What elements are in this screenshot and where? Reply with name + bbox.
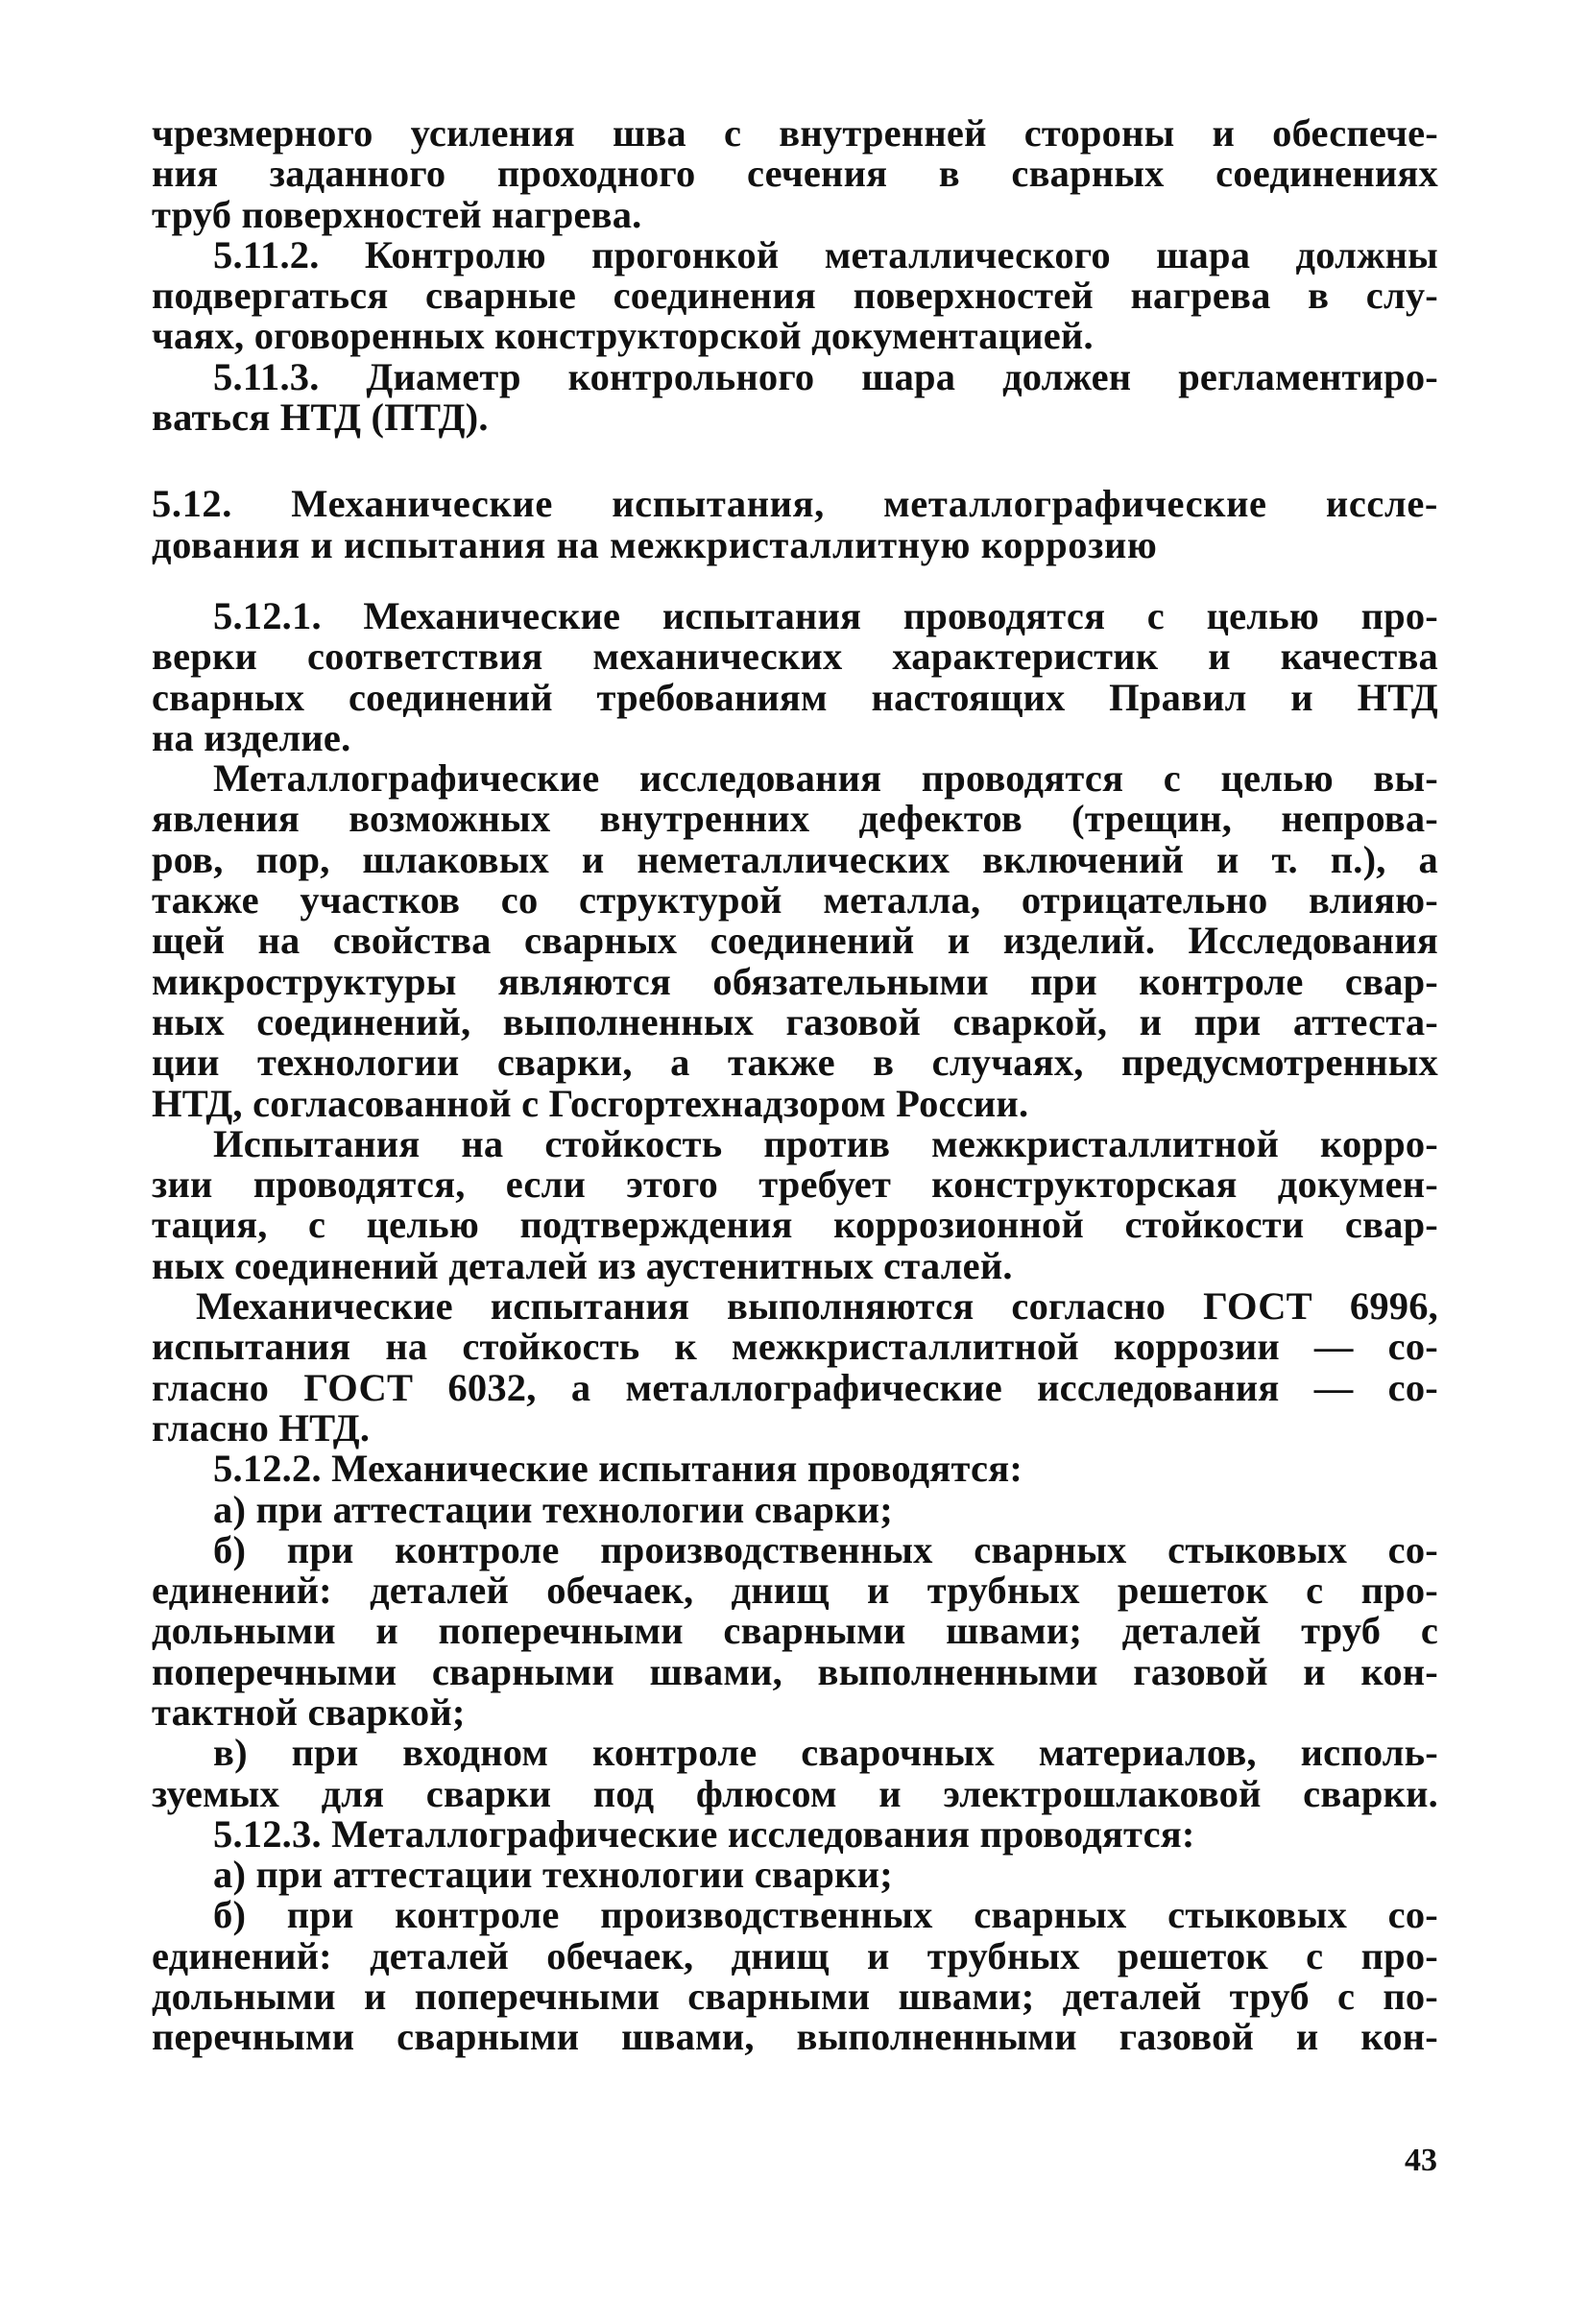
text-line: испытания на стойкость к межкристаллитной коррозии — со- <box>152 1325 1438 1369</box>
text-line: чаях, оговоренных конструкторской документацией. <box>152 314 1094 358</box>
text-line: зуемых для сварки под флюсом и электрошлаковой сварки. <box>152 1771 1438 1815</box>
text-line: ных соединений, выполненных газовой сваркой, и при аттеста- <box>152 999 1438 1043</box>
heading-line: дования и испытания на межкристаллитную коррозию <box>152 522 1158 566</box>
text-line: гласно ГОСТ 6032, а металлографические исследования — со- <box>152 1365 1438 1409</box>
text-line: щей на свойства сварных соединений и изделий. Исследования <box>152 919 1438 963</box>
text-line: 5.11.3. Диаметр контрольного шара должен регламентиро- <box>213 354 1438 398</box>
paragraph-gost <box>152 1286 1438 1449</box>
text-line: микроструктуры являются обязательными при контроле свар- <box>152 959 1438 1003</box>
text-line: Испытания на стойкость против межкристаллитной корро- <box>213 1121 1438 1165</box>
text-line: 5.12.1. Механические испытания проводятся с целью про- <box>213 593 1438 637</box>
paragraph-metallography <box>152 758 1438 1124</box>
text-line: верки соответствия механических характеристик и качества <box>152 635 1438 679</box>
paragraph-5-11-2 <box>152 232 1438 358</box>
text-line: в) при входном контроле сварочных материалов, исполь- <box>213 1731 1438 1775</box>
text-line: дольными и поперечными сварными швами; деталей труб с по- <box>152 1975 1438 2019</box>
text-line: а) при аттестации технологии сварки; <box>213 1853 893 1897</box>
text-line: ции технологии сварки, а также в случаях, предусмотренных <box>152 1041 1438 1085</box>
section-heading-5-12 <box>152 484 1438 565</box>
text-line: поперечными сварными швами, выполненными газовой и кон- <box>152 1649 1438 1693</box>
text-line: ваться НТД (ПТД). <box>152 395 489 440</box>
text-line: тация, с целью подтверждения коррозионной стойкости свар- <box>152 1203 1438 1247</box>
text-line: 5.11.2. Контролю прогонкой металлического шара должны <box>213 232 1438 276</box>
text-line: гласно НТД. <box>152 1405 371 1450</box>
text-line: дольными и поперечными сварными швами; деталей труб с <box>152 1609 1438 1653</box>
text-line: б) при контроле производственных сварных стыковых со- <box>213 1893 1438 1937</box>
text-line: 5.12.3. Металлографические исследования проводятся: <box>213 1811 1195 1856</box>
text-line: 5.12.2. Механические испытания проводятся: <box>213 1447 1023 1491</box>
text-line: перечными сварными швами, выполненными газовой и кон- <box>152 2015 1438 2059</box>
text-line: ров, пор, шлаковых и неметаллических включений и т. п.), а <box>152 837 1438 881</box>
text-line: Механические испытания выполняются согласно ГОСТ 6996, <box>196 1284 1438 1329</box>
text-line: ния заданного проходного сечения в сварных соединениях <box>152 152 1438 196</box>
text-line: Металлографические исследования проводятся с целью вы- <box>213 756 1438 801</box>
text-line: тактной сваркой; <box>152 1689 466 1734</box>
text-line: а) при аттестации технологии сварки; <box>213 1487 893 1531</box>
paragraph-5-11-3 <box>152 354 1438 440</box>
text-line: ных соединений деталей из аустенитных сталей. <box>152 1243 1013 1287</box>
text-line: на изделие. <box>152 715 351 759</box>
text-line: зии проводятся, если этого требует конструкторская докумен- <box>152 1162 1438 1207</box>
paragraph-corrosion <box>152 1121 1438 1287</box>
text-line: также участков со структурой металла, отрицательно влияю- <box>152 878 1438 922</box>
text-line: явления возможных внутренних дефектов (трещин, непрова- <box>152 797 1438 841</box>
text-line: НТД, согласованной с Госгортехнадзором России. <box>152 1081 1029 1125</box>
paragraph-continuation <box>152 113 1438 235</box>
list-item-a-1 <box>152 1487 1438 1531</box>
heading-line: 5.12. Механические испытания, металлографические иссле- <box>152 482 1438 526</box>
paragraph-5-12-1 <box>152 593 1438 759</box>
text-line: подвергаться сварные соединения поверхностей нагрева в слу- <box>152 274 1438 318</box>
page-content <box>152 113 1438 2058</box>
text-line: единений: деталей обечаек, днищ и трубных решеток с про- <box>152 1933 1438 1977</box>
text-line: труб поверхностей нагрева. <box>152 192 642 236</box>
page-number: 43 <box>1405 2143 1437 2178</box>
list-item-b-2 <box>152 1895 1438 2057</box>
paragraph-5-12-3 <box>152 1811 1438 1856</box>
text-line: чрезмерного усиления шва с внутренней стороны и обеспече- <box>152 111 1438 155</box>
paragraph-5-12-2 <box>152 1449 1438 1489</box>
text-line: единений: деталей обечаек, днищ и трубных решеток с про- <box>152 1569 1438 1613</box>
list-item-b-1 <box>152 1527 1438 1734</box>
list-item-a-2 <box>152 1855 1438 1895</box>
list-item-v-1 <box>152 1733 1438 1814</box>
text-line: б) при контроле производственных сварных стыковых со- <box>213 1527 1438 1571</box>
text-line: сварных соединений требованиям настоящих Правил и НТД <box>152 675 1438 719</box>
